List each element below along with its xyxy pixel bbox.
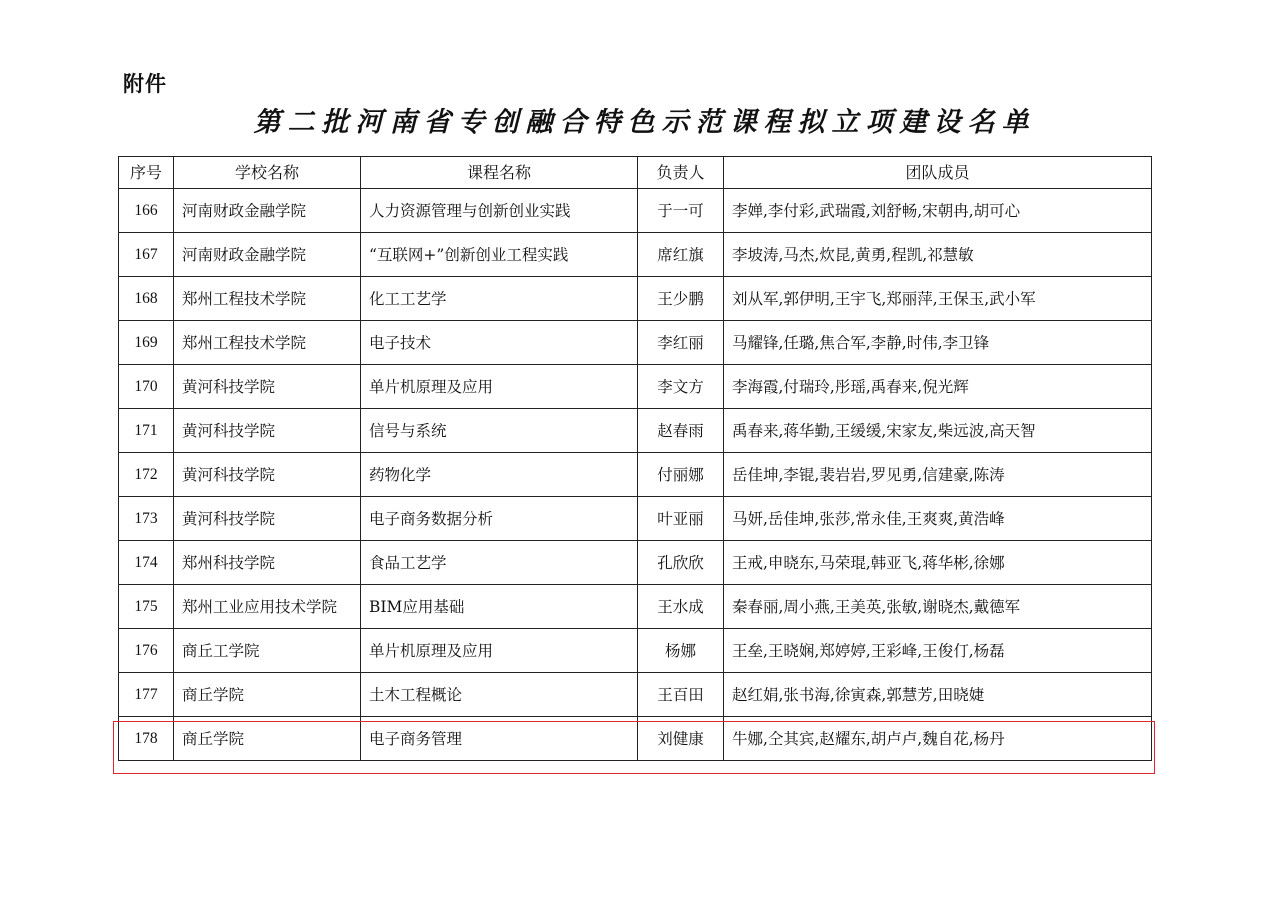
table-header-row [119,157,1152,189]
cell-no: 166 [119,189,174,233]
cell-members: 王垒,王晓娴,郑婷婷,王彩峰,王俊仃,杨磊 [724,629,1152,673]
cell-members: 秦春丽,周小燕,王美英,张敏,谢晓杰,戴德军 [724,585,1152,629]
cell-members: 马妍,岳佳坤,张莎,常永佳,王爽爽,黄浩峰 [724,497,1152,541]
cell-school: 黄河科技学院 [174,453,361,497]
cell-leader: 赵春雨 [638,409,724,453]
cell-leader: 李文方 [638,365,724,409]
table-row [119,585,1152,629]
cell-school: 黄河科技学院 [174,497,361,541]
cell-members: 李海霞,付瑞玲,彤瑶,禹春来,倪光辉 [724,365,1152,409]
column-header-no: 序号 [119,157,174,189]
cell-course: 药物化学 [361,453,638,497]
table-row [119,365,1152,409]
cell-school: 河南财政金融学院 [174,233,361,277]
table-row [119,673,1152,717]
cell-course: “互联网+”创新创业工程实践 [361,233,638,277]
cell-no: 171 [119,409,174,453]
table-row [119,453,1152,497]
table-body [119,189,1152,761]
cell-members: 刘从军,郭伊明,王宇飞,郑丽萍,王保玉,武小军 [724,277,1152,321]
cell-leader: 王少鹏 [638,277,724,321]
cell-school: 郑州工程技术学院 [174,321,361,365]
cell-leader: 孔欣欣 [638,541,724,585]
column-header-course: 课程名称 [361,157,638,189]
column-header-members: 团队成员 [724,157,1152,189]
cell-school: 商丘学院 [174,673,361,717]
cell-members: 赵红娟,张书海,徐寅森,郭慧芳,田晓婕 [724,673,1152,717]
project-list-table [118,156,1152,761]
cell-school: 黄河科技学院 [174,409,361,453]
cell-course: 单片机原理及应用 [361,365,638,409]
cell-school: 郑州科技学院 [174,541,361,585]
cell-no: 178 [119,717,174,761]
cell-course: BIM应用基础 [361,585,638,629]
cell-course: 化工工艺学 [361,277,638,321]
cell-course: 电子商务管理 [361,717,638,761]
cell-members: 禹春来,蒋华勤,王缓缓,宋家友,柴远波,高天智 [724,409,1152,453]
cell-members: 李婵,李付彩,武瑞霞,刘舒畅,宋朝冉,胡可心 [724,189,1152,233]
cell-members: 王戒,申晓东,马荣琨,韩亚飞,蒋华彬,徐娜 [724,541,1152,585]
cell-leader: 杨娜 [638,629,724,673]
cell-school: 商丘学院 [174,717,361,761]
table-row [119,497,1152,541]
cell-members: 李坡涛,马杰,炊昆,黄勇,程凯,祁慧敏 [724,233,1152,277]
cell-leader: 王百田 [638,673,724,717]
cell-no: 175 [119,585,174,629]
cell-course: 土木工程概论 [361,673,638,717]
table-row [119,629,1152,673]
cell-leader: 叶亚丽 [638,497,724,541]
cell-members: 岳佳坤,李锟,裴岩岩,罗见勇,信建豪,陈涛 [724,453,1152,497]
cell-no: 168 [119,277,174,321]
document-title: 第二批河南省专创融合特色示范课程拟立项建设名单 [253,107,1036,138]
cell-course: 单片机原理及应用 [361,629,638,673]
attachment-label: 附件 [123,72,167,96]
cell-members: 马耀锋,任璐,焦合军,李静,时伟,李卫锋 [724,321,1152,365]
table-row [119,189,1152,233]
cell-no: 169 [119,321,174,365]
cell-no: 173 [119,497,174,541]
column-header-school: 学校名称 [174,157,361,189]
cell-school: 商丘工学院 [174,629,361,673]
cell-course: 电子技术 [361,321,638,365]
cell-course: 人力资源管理与创新创业实践 [361,189,638,233]
cell-school: 河南财政金融学院 [174,189,361,233]
cell-school: 郑州工业应用技术学院 [174,585,361,629]
cell-members: 牛娜,仝其宾,赵耀东,胡卢卢,魏自花,杨丹 [724,717,1152,761]
cell-no: 170 [119,365,174,409]
cell-leader: 李红丽 [638,321,724,365]
table-row [119,321,1152,365]
table-row [119,717,1152,761]
table-row [119,409,1152,453]
cell-school: 黄河科技学院 [174,365,361,409]
cell-no: 177 [119,673,174,717]
cell-leader: 席红旗 [638,233,724,277]
table-row [119,541,1152,585]
cell-course: 食品工艺学 [361,541,638,585]
cell-leader: 王水成 [638,585,724,629]
cell-no: 172 [119,453,174,497]
table-row [119,277,1152,321]
cell-no: 176 [119,629,174,673]
column-header-leader: 负责人 [638,157,724,189]
cell-no: 174 [119,541,174,585]
cell-course: 信号与系统 [361,409,638,453]
cell-no: 167 [119,233,174,277]
cell-leader: 付丽娜 [638,453,724,497]
table-row [119,233,1152,277]
cell-leader: 刘健康 [638,717,724,761]
cell-leader: 于一可 [638,189,724,233]
cell-course: 电子商务数据分析 [361,497,638,541]
cell-school: 郑州工程技术学院 [174,277,361,321]
